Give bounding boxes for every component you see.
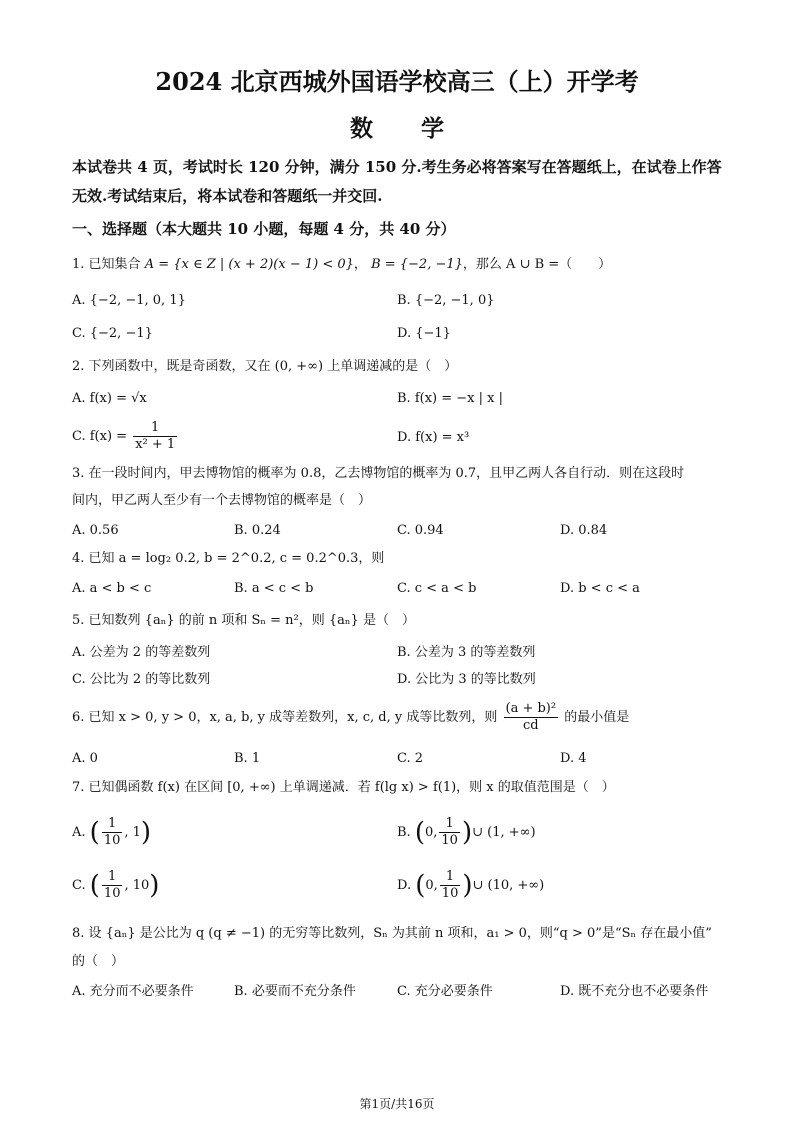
q3-line-2: 间内，甲乙两人至少有一个去博物馆的概率是（ ） <box>72 493 372 508</box>
q2-option-a: A. f(x) = √x <box>72 391 147 406</box>
q5-option-d: D. 公比为 3 的等比数列 <box>397 672 536 687</box>
q7-option-d-label: D. <box>397 878 412 893</box>
q8-option-d: D. 既不充分也不必要条件 <box>560 984 709 999</box>
q8-option-c: C. 充分必要条件 <box>397 984 493 999</box>
q3-option-a: A. 0.56 <box>72 523 119 538</box>
q5-option-b: B. 公差为 3 的等差数列 <box>397 645 536 660</box>
q2-option-c <box>72 420 179 453</box>
q7-option-a-label: A. <box>72 825 86 840</box>
q3-option-b: B. 0.24 <box>234 523 281 538</box>
fraction-denominator: 10 <box>441 886 459 901</box>
q7-option-b-label: B. <box>397 825 411 840</box>
q7-option-a: A. ( $\frac{1}{10}$ , 1) <box>72 816 152 848</box>
q7-option-c-fraction <box>102 869 123 902</box>
question-6 <box>72 701 629 734</box>
q8-line-1: 8. 设 {aₙ} 是公比为 q (q ≠ −1) 的无穷等比数列，Sₙ 为其前 n 项和，a₁ > 0，则“q > 0”是“Sₙ 存在最小值” <box>72 926 712 941</box>
fraction-denominator: cd <box>522 718 539 733</box>
q1-set-a: A = {x ∈ Z | (x + 2)(x − 1) < 0} <box>144 257 354 272</box>
q7-option-a-fraction <box>102 816 123 849</box>
q8-option-a: A. 充分而不必要条件 <box>72 984 194 999</box>
q5-option-a: A. 公差为 2 的等差数列 <box>72 645 211 660</box>
q1-sep: ， <box>353 257 367 272</box>
fraction-numerator: 1 <box>102 816 123 833</box>
q7-option-d-fraction <box>440 869 461 902</box>
fraction-numerator: (a + b)² <box>505 701 557 716</box>
q3-option-c: C. 0.94 <box>397 523 444 538</box>
fraction-numerator: 1 <box>102 869 123 886</box>
fraction-denominator: x² + 1 <box>135 437 176 452</box>
q7-option-b-rest: ∪ (1, +∞) <box>472 825 536 840</box>
q6-stem-a: 6. 已知 x > 0, y > 0，x, a, b, y 成等差数列，x, c, d, y 成等比数列，则 <box>72 710 498 725</box>
q8-option-b: B. 必要而不充分条件 <box>234 984 356 999</box>
question-4: 4. 已知 a = log₂ 0.2, b = 2^0.2, c = 0.2^0.3，则 <box>72 551 385 566</box>
q1-tail: ，那么 A ∪ B =（ ） <box>462 257 612 272</box>
q2-option-b: B. f(x) = −x | x | <box>397 391 503 406</box>
q4-option-b: B. a < c < b <box>234 581 314 596</box>
q1-option-c: C. {−2, −1} <box>72 326 153 341</box>
exam-title: 2024 北京西城外国语学校高三（上）开学考 <box>155 67 639 96</box>
question-7: 7. 已知偶函数 f(x) 在区间 [0, +∞) 上单调递减．若 f(lg x) > f(1)，则 x 的取值范围是（ ） <box>72 780 615 795</box>
q6-option-b: B. 1 <box>234 751 261 766</box>
question-1 <box>72 256 611 274</box>
q7-option-b-fraction <box>439 816 460 849</box>
q6-stem-b: 的最小值是 <box>564 710 630 725</box>
q7-option-c-label: C. <box>72 878 86 893</box>
q3-line-1: 3. 在一段时间内，甲去博物馆的概率为 0.8，乙去博物馆的概率为 0.7，且甲乙两人各自行动．则在这段时 <box>72 466 685 481</box>
q6-option-d: D. 4 <box>560 751 587 766</box>
q1-prefix: 1. 已知集合 <box>72 257 141 272</box>
q8-line-2: 的（ ） <box>72 954 125 969</box>
subject-heading: 数学 <box>350 115 492 142</box>
q7-option-a-rest: , 1 <box>124 825 141 840</box>
question-2: 2. 下列函数中，既是奇函数，又在 (0, +∞) 上单调递减的是（ ） <box>72 359 458 374</box>
q1-option-b: B. {−2, −1, 0} <box>397 293 495 308</box>
fraction-numerator: 1 <box>440 869 461 886</box>
exam-instructions: 本试卷共 4 页，考试时长 120 分钟，满分 150 分.考生务必将答案写在答题纸上，在试卷上作答无效.考试结束后，将本试卷和答题纸一并交回. <box>72 158 722 205</box>
fraction-numerator: 1 <box>133 420 177 437</box>
q7-option-b-start: 0, <box>424 825 438 840</box>
q7-option-b: B. (0, $\frac{1}{10}$ )∪ (1, +∞) <box>397 816 536 848</box>
q4-option-d: D. b < c < a <box>560 581 640 596</box>
q6-option-c: C. 2 <box>397 751 424 766</box>
q2-option-c-fraction <box>133 420 177 453</box>
q4-option-c: C. c < a < b <box>397 581 477 596</box>
fraction-numerator: 1 <box>439 816 460 833</box>
q1-option-d: D. {−1} <box>397 326 451 341</box>
question-5: 5. 已知数列 {aₙ} 的前 n 项和 Sₙ = n²，则 {aₙ} 是（ ） <box>72 613 415 628</box>
q2-option-d: D. f(x) = x³ <box>397 430 470 445</box>
q7-option-d-start: 0, <box>425 878 438 893</box>
q6-fraction <box>504 701 559 734</box>
fraction-denominator: 10 <box>103 833 121 848</box>
q7-option-d: D. (0, $\frac{1}{10}$ )∪ (10, +∞) <box>397 869 545 901</box>
fraction-denominator: 10 <box>441 833 458 848</box>
q7-option-d-rest: ∪ (10, +∞) <box>472 878 545 893</box>
q5-option-c: C. 公比为 2 的等比数列 <box>72 672 211 687</box>
q7-option-c: C. ( $\frac{1}{10}$ , 10) <box>72 869 160 901</box>
q2-option-c-label: C. f(x) = <box>72 429 128 444</box>
q4-option-a: A. a < b < c <box>72 581 152 596</box>
section-heading: 一、选择题（本大题共 10 小题，每题 4 分，共 40 分） <box>72 220 456 238</box>
q6-option-a: A. 0 <box>72 751 98 766</box>
q3-option-d: D. 0.84 <box>560 523 608 538</box>
fraction-denominator: 10 <box>103 886 121 901</box>
q1-option-a: A. {−2, −1, 0, 1} <box>72 293 186 308</box>
q7-option-c-rest: , 10 <box>124 878 150 893</box>
page-footer: 第1页/共16页 <box>359 1097 435 1111</box>
q1-set-b: B = {−2, −1} <box>371 257 463 272</box>
